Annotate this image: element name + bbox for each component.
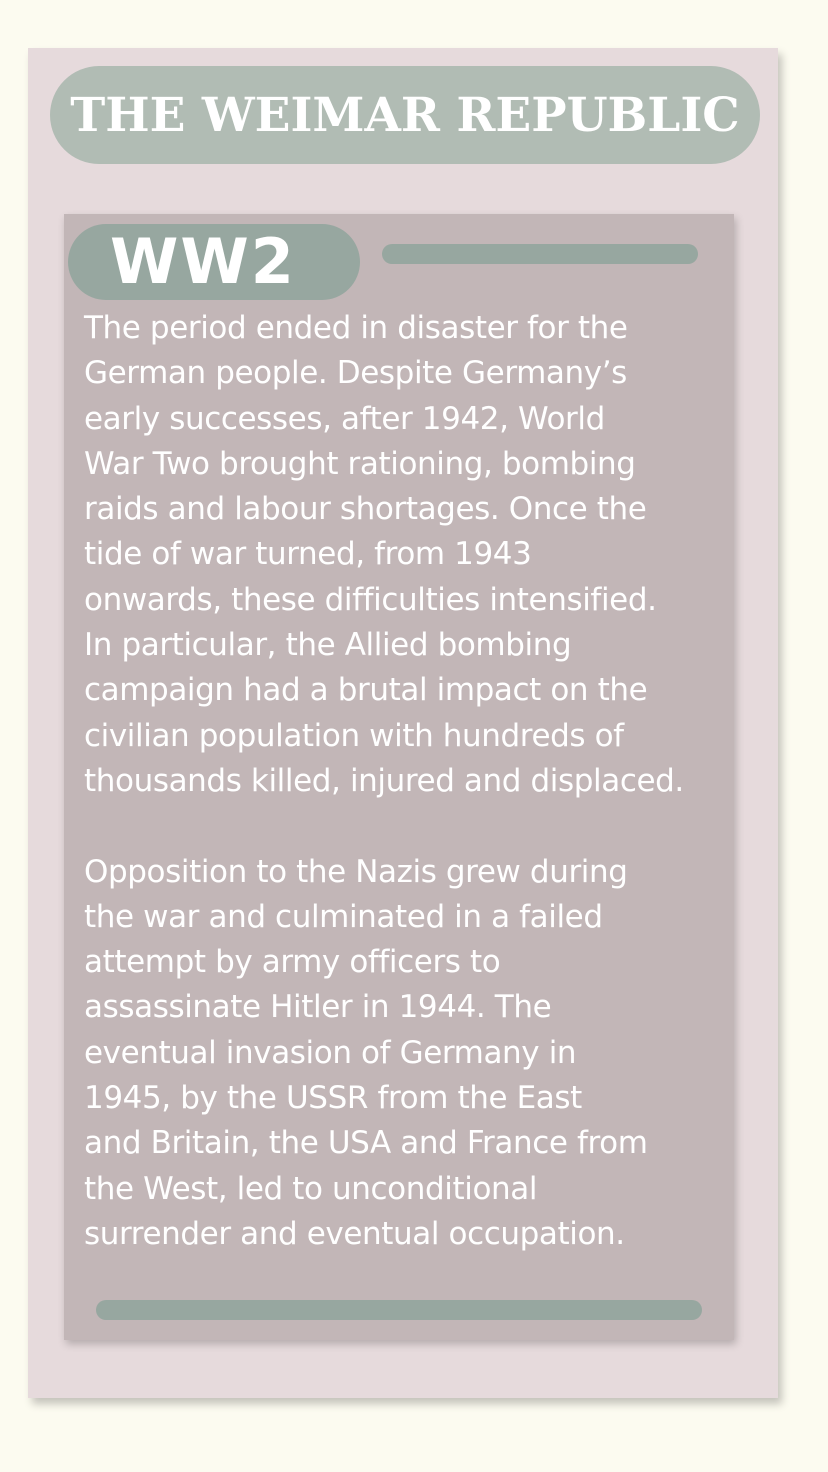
section-title: WW2	[110, 225, 296, 298]
text-line: eventual invasion of Germany in	[84, 1034, 577, 1071]
paragraph-2	[84, 850, 724, 1258]
section-header-pill	[68, 224, 360, 300]
text-line: and Britain, the USA and France from	[84, 1125, 648, 1162]
text-line: War Two brought rationing, bombing	[84, 445, 636, 482]
body-text	[84, 306, 724, 1257]
text-line: Opposition to the Nazis grew during	[84, 853, 628, 890]
text-line: assassinate Hitler in 1944. The	[84, 989, 552, 1026]
text-line: The period ended in disaster for the	[84, 310, 628, 346]
text-line: the war and culminated in a failed	[84, 898, 603, 935]
header-divider-bar	[382, 244, 698, 264]
text-line: civilian population with hundreds of	[84, 717, 624, 754]
text-line: the West, led to unconditional	[84, 1170, 538, 1207]
text-line: campaign had a brutal impact on the	[84, 672, 648, 709]
title-banner	[50, 66, 760, 164]
text-line: 1945, by the USSR from the East	[84, 1080, 582, 1117]
text-line: early successes, after 1942, World	[84, 400, 605, 437]
paragraph-1	[84, 306, 724, 804]
content-panel	[64, 214, 734, 1340]
text-line: tide of war turned, from 1943	[84, 536, 532, 573]
text-line: German people. Despite Germany’s	[84, 355, 627, 392]
text-line: surrender and eventual occupation.	[84, 1215, 625, 1252]
text-line: thousands killed, injured and displaced.	[84, 762, 684, 799]
history-card	[28, 48, 778, 1398]
footer-divider-bar	[96, 1300, 702, 1320]
text-line: attempt by army officers to	[84, 944, 501, 981]
text-line: onwards, these difficulties intensified.	[84, 581, 657, 618]
text-line: In particular, the Allied bombing	[84, 627, 572, 664]
text-line: raids and labour shortages. Once the	[84, 491, 647, 528]
page-title: THE WEIMAR REPUBLIC	[70, 87, 740, 143]
